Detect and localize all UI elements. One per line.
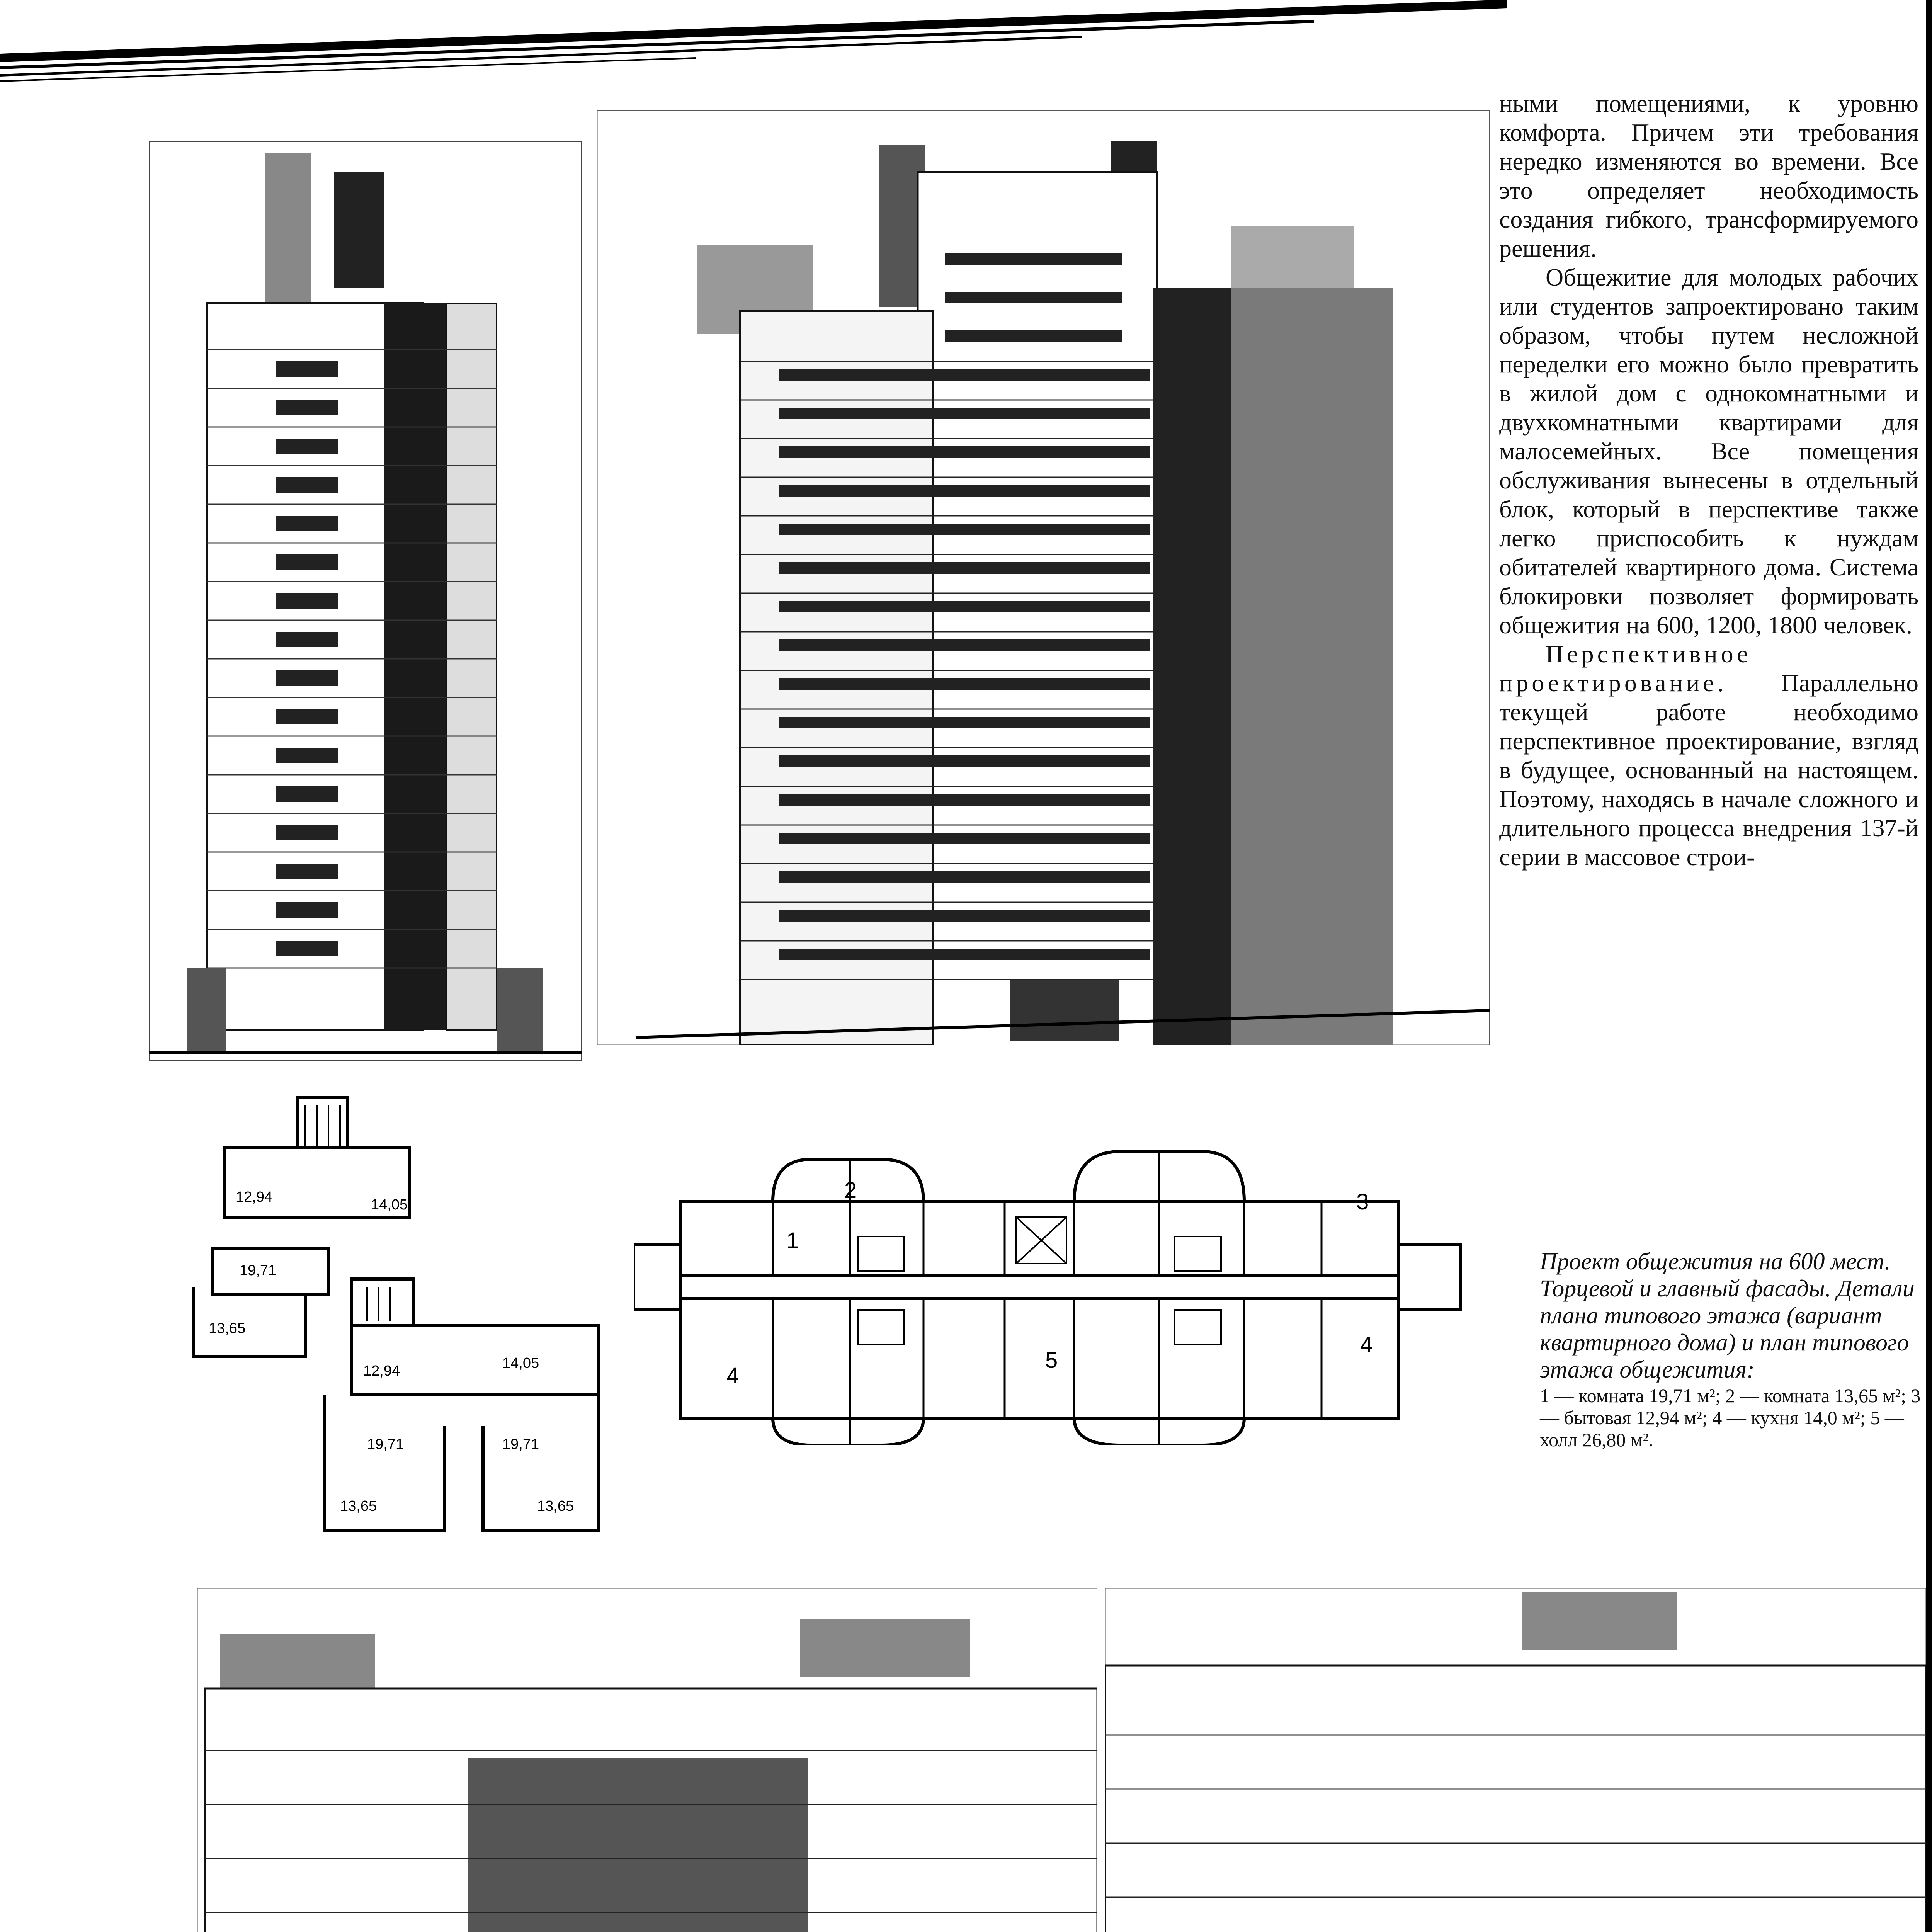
article-paragraph-2: Общежитие для молодых рабочих или студентов запроектировано таким образом, чтобы путем несложной переделки его можно было превратить в жилой дом с однокомнатными и двухкомнатными квартирами для малосемейных. Все помещения обслуживания вынесены в отдельный блок, который в перспективе также легко приспособить к нуждам обитателей квартирного дома. Система блокировки позволяет формировать общежития на 600, 1200, 1800 человек. — [1499, 264, 1918, 639]
plan-area-lower-3: 19,71 — [367, 1436, 404, 1452]
room-label-4-right: 4 — [1360, 1332, 1373, 1357]
article-paragraph-3 — [1499, 639, 1918, 871]
plan-area-upper-4: 13,65 — [209, 1320, 246, 1337]
figure-caption — [1540, 1248, 1926, 1451]
caption-title: Проект общежития на 600 мест. Торцевой и главный фасады. Детали плана типового этажа (вариант квартирного дома) и план типового этажа общежития: — [1540, 1248, 1915, 1383]
room-label-3: 3 — [1356, 1189, 1369, 1214]
plan-area-upper-2: 14,05 — [371, 1197, 408, 1213]
room-label-5: 5 — [1045, 1348, 1058, 1373]
room-label-4-left: 4 — [726, 1363, 739, 1388]
dormitory-floor-plan — [634, 1136, 1476, 1445]
caption-legend: 1 — комната 19,71 м²; 2 — комната 13,65 м²; 3 — бытовая 12,94 м²; 4 — кухня 14,0 м²; 5 — холл 26,80 м². — [1540, 1385, 1921, 1451]
plan-area-lower-4: 19,71 — [502, 1436, 539, 1452]
plan-area-lower-2: 14,05 — [502, 1355, 539, 1371]
plan-area-upper-3: 19,71 — [240, 1262, 277, 1279]
section-heading: Перспективное проектирование. — [1499, 640, 1752, 697]
main-facade-drawing — [597, 110, 1490, 1045]
plan-area-lower-6: 13,65 — [537, 1498, 574, 1514]
lower-facade-right-drawing — [1105, 1588, 1926, 1932]
scan-right-border — [1926, 0, 1932, 1932]
article-paragraph-1: ными помещениями, к уровню комфорта. Причем эти требования нередко изменяются во времени. Все это определяет необходимость создания гибкого, трансформируемого решения. — [1499, 90, 1918, 262]
article-text — [1499, 89, 1918, 871]
end-facade-drawing — [149, 141, 582, 1061]
plan-area-upper-1: 12,94 — [236, 1189, 273, 1205]
plan-area-lower-5: 13,65 — [340, 1498, 377, 1514]
lower-facade-left-drawing — [197, 1588, 1097, 1932]
room-label-2: 2 — [844, 1178, 857, 1203]
scan-edge-lines — [0, 0, 1932, 93]
room-label-1: 1 — [786, 1228, 799, 1253]
plan-area-lower-1: 12,94 — [363, 1363, 400, 1379]
plan-detail-drawings — [182, 1094, 607, 1546]
paragraph-3-body: Параллельно текущей работе необходимо перспективное проектирование, взгляд в будущее, основанный на настоящем. Поэтому, находясь в начале сложного и длительного процесса внедрения 137-й серии в массовое строи- — [1499, 669, 1918, 871]
